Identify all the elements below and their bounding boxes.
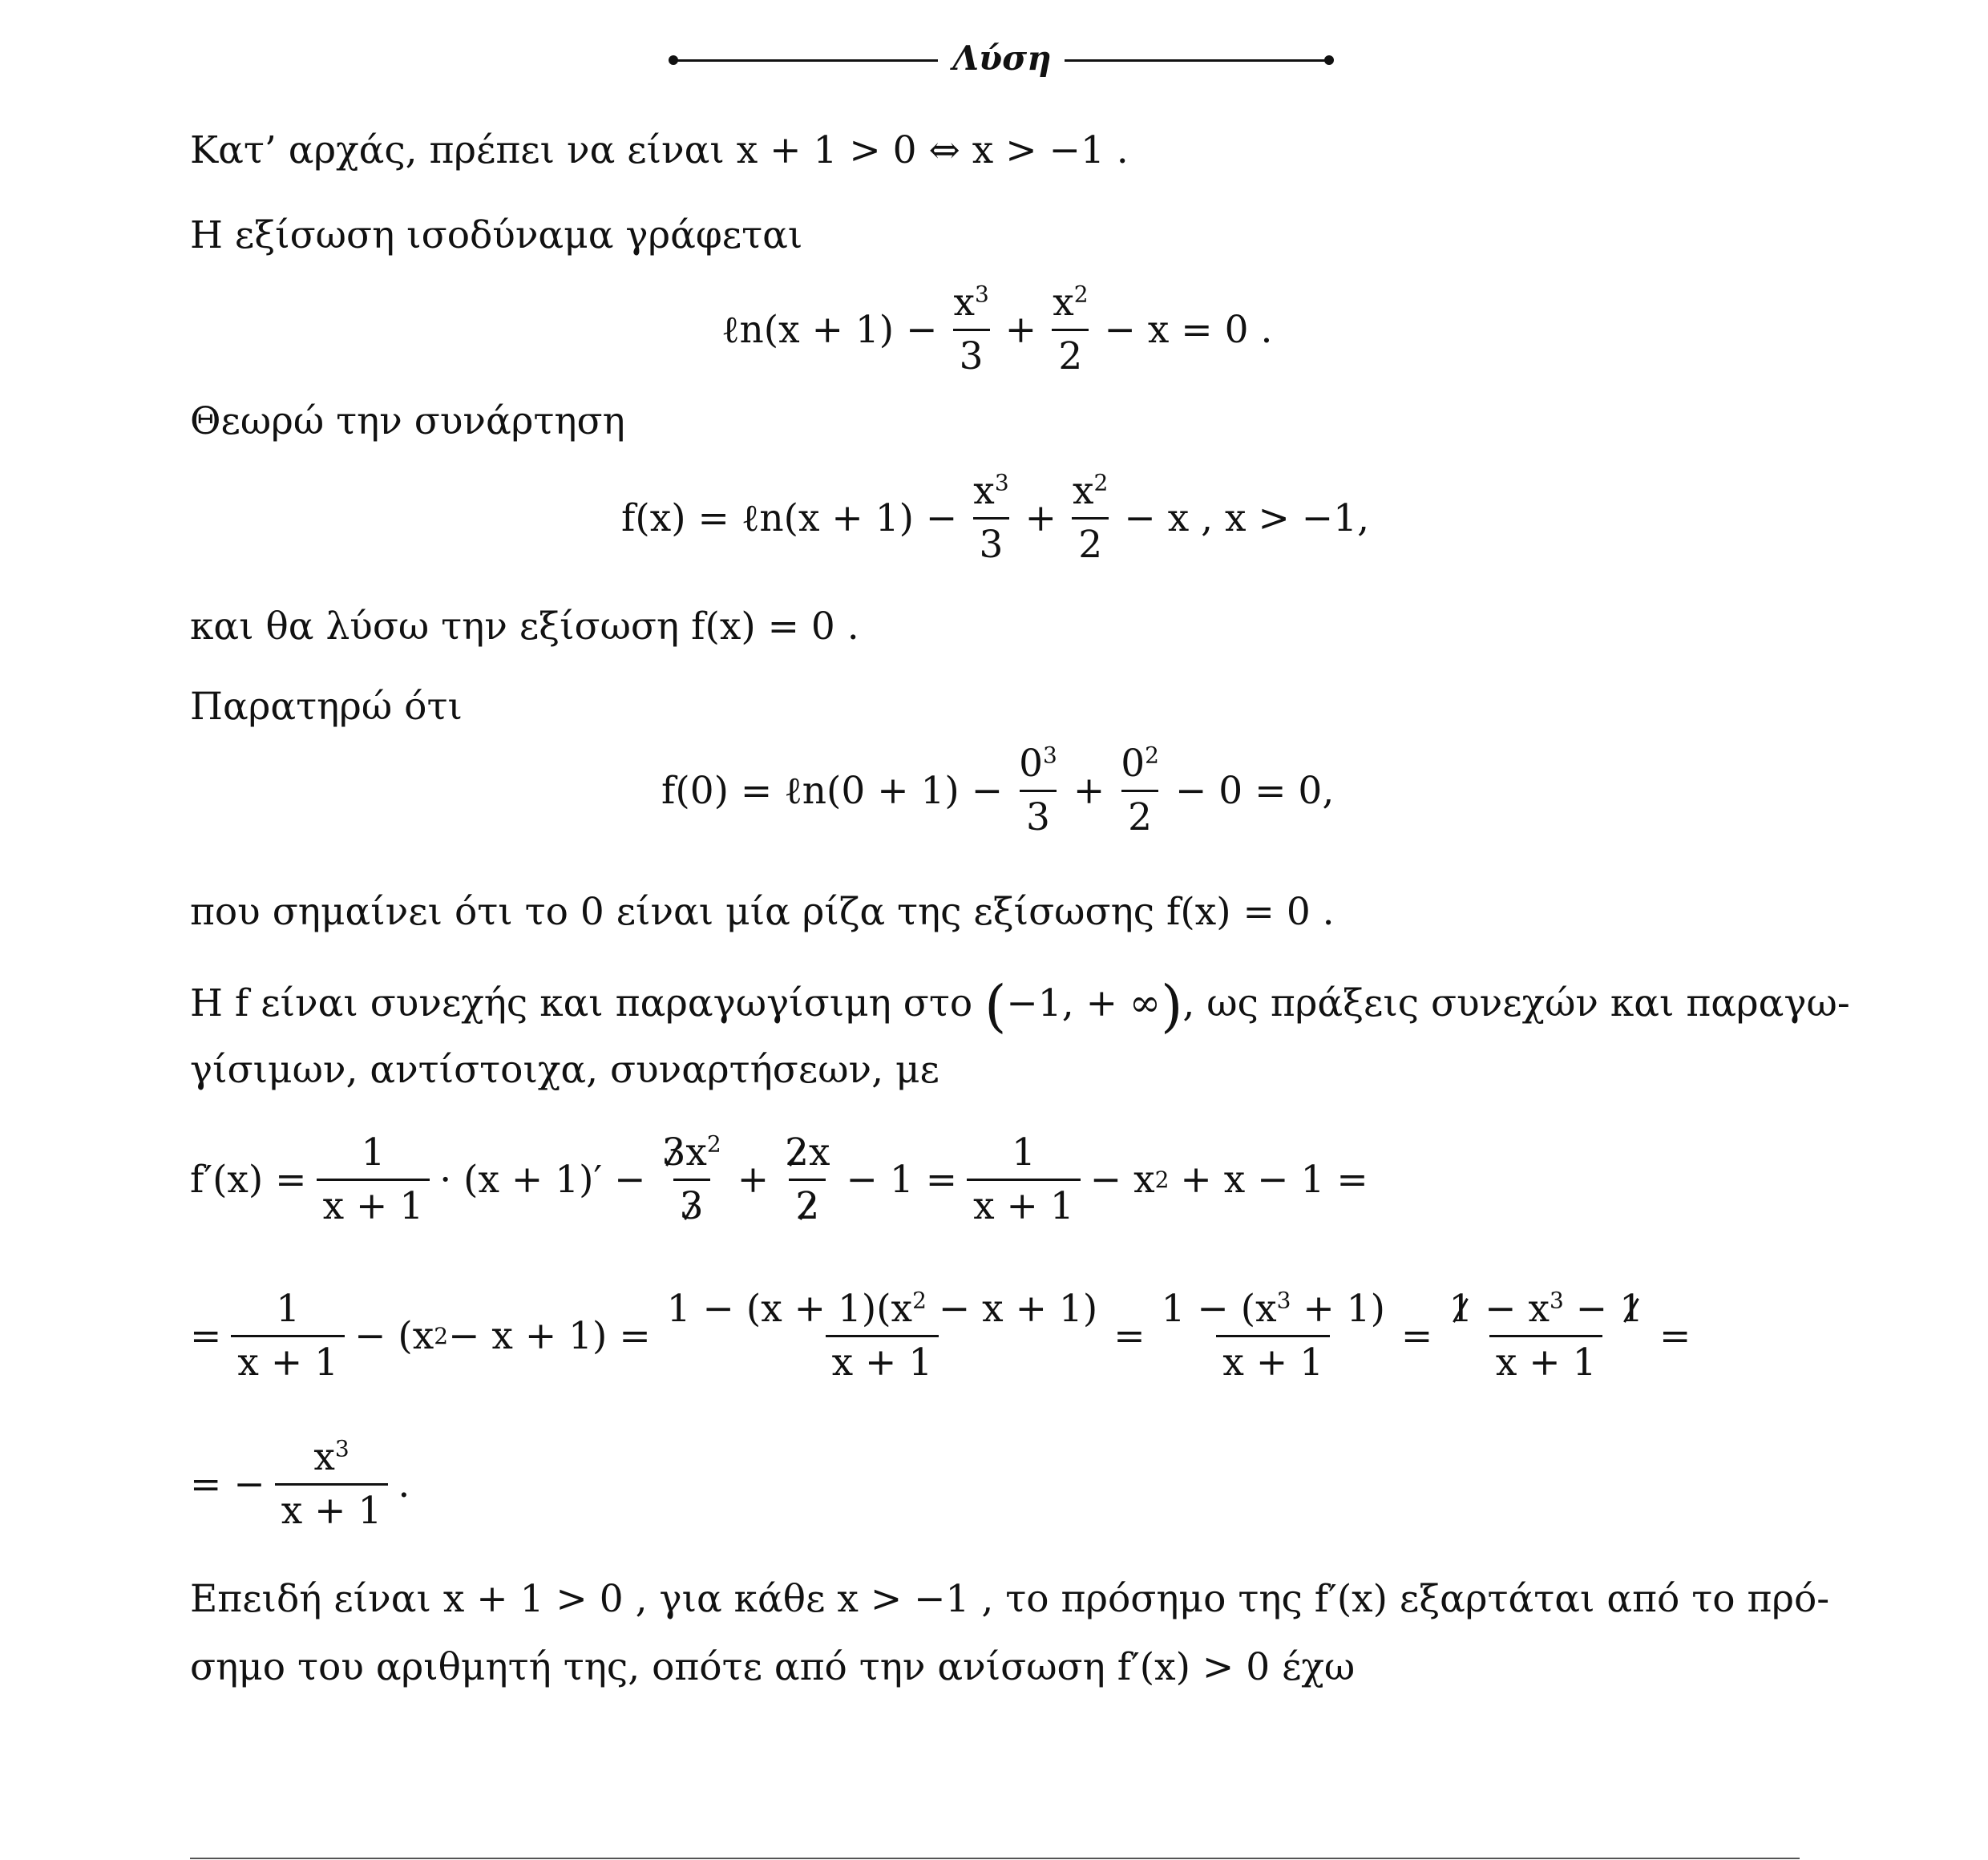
- deriv-frac-1b: $\frac{1}{x + 1}$: [967, 1130, 1081, 1229]
- paragraph-consider: Θεωρώ την συνάρτηση: [190, 399, 625, 443]
- eq1-lead: ℓn(x + 1) −: [721, 308, 938, 352]
- paragraph-root: που σημαίνει ότι το 0 είναι μία ρίζα της εξίσωσης f(x) = 0 .: [190, 890, 1335, 934]
- deriv-tail-3: + x − 1 =: [1180, 1158, 1368, 1202]
- line2-frac-expanded: $\frac{1 - (x + 1)(x^2 - x + 1)}{x + 1}$: [666, 1287, 1098, 1385]
- deriv-tail-2: − x: [1089, 1158, 1155, 1202]
- deriv-frac-2x: $\frac{2x}{2}$: [785, 1130, 830, 1228]
- equation-2: f(x) = ℓn(x + 1) − $\frac{x^3}{3}$ + $\frac{x^2}{2}$ − x , x > −1,: [621, 469, 1370, 567]
- eq3-tail: − 0 = 0,: [1174, 769, 1335, 813]
- paragraph-equivalent: Η εξίσωση ισοδύναμα γράφεται: [190, 213, 803, 257]
- line2-part-1: − (x: [354, 1314, 434, 1358]
- line2-part-2: − x + 1) =: [448, 1314, 651, 1358]
- eq2-tail: − x , x > −1,: [1124, 496, 1370, 540]
- paragraph-sign: Επειδή είναι x + 1 > 0 , για κάθε x > −1 , το πρόσημο της f′(x) εξαρτάται από το πρό-: [190, 1577, 1830, 1621]
- eq3-frac-03: $\frac{0^3}{3}$: [1019, 742, 1057, 839]
- header-rule-right: [1065, 59, 1329, 62]
- paragraph-observe: Παρατηρώ ότι: [190, 685, 463, 729]
- eq3-lead: f(0) = ℓn(0 + 1) −: [661, 769, 1004, 813]
- eq1-frac-x3: $\frac{x^3}{3}$: [953, 281, 989, 378]
- eq2-frac-x2: $\frac{x^2}{2}$: [1073, 469, 1109, 567]
- eq2-frac-x3: $\frac{x^3}{3}$: [973, 469, 1009, 567]
- line2-frac-x3: $\frac{1 - (x^3 + 1)}{x + 1}$: [1161, 1287, 1385, 1385]
- header-rule-left: [673, 59, 938, 62]
- derivative-line-3: = − $\frac{x^3}{x + 1}$ .: [190, 1435, 410, 1533]
- eq1-tail: − x = 0 .: [1104, 308, 1273, 352]
- paragraph-continuity: Η f είναι συνεχής και παραγωγίσιμη στο (−1, + ∞), ως πράξεις συνεχών και παραγω-: [190, 973, 1850, 1039]
- paragraph-domain: Κατ’ αρχάς, πρέπει να είναι x + 1 > 0 ⇔ x > −1 .: [190, 128, 1129, 172]
- derivative-line-1: f′(x) = $\frac{1}{x + 1}$ · (x + 1)′ − $\frac{3x^2}{3}$ + $\frac{2x}{2}$ − 1 = $\frac{1}{x + 1}$ − x 2 + x − 1 =: [190, 1130, 1368, 1228]
- solution-title: Λύση: [952, 38, 1052, 78]
- line3-frac: $\frac{x^3}{x + 1}$: [275, 1435, 389, 1534]
- eq1-frac-x2: $\frac{x^2}{2}$: [1053, 281, 1089, 378]
- deriv-frac-1: $\frac{1}{x + 1}$: [317, 1130, 430, 1229]
- paragraph-continuity-2: γίσιμων, αντίστοιχα, συναρτήσεων, με: [190, 1048, 939, 1092]
- eq2-lead: f(x) = ℓn(x + 1) −: [621, 496, 958, 540]
- footer-rule: [190, 1858, 1800, 1859]
- paragraph-sign-2: σημο του αριθμητή της, οπότε από την ανίσωση f′(x) > 0 έχω: [190, 1645, 1356, 1689]
- equation-1: ℓn(x + 1) − $\frac{x^3}{3}$ + $\frac{x^2}{2}$ − x = 0 .: [721, 281, 1273, 378]
- header-dot-right: [1324, 55, 1334, 65]
- paragraph-solve: και θα λύσω την εξίσωση f(x) = 0 .: [190, 604, 859, 649]
- deriv-tail-1: − 1 =: [846, 1158, 958, 1202]
- deriv-frac-3x2: $\frac{3x^2}{3}$: [661, 1130, 721, 1228]
- eq3-frac-02: $\frac{0^2}{2}$: [1121, 742, 1159, 839]
- interval: −1, + ∞: [1006, 981, 1162, 1025]
- deriv-mid: · (x + 1)′ −: [439, 1158, 646, 1202]
- line2-frac-1: $\frac{1}{x + 1}$: [231, 1287, 345, 1385]
- equation-3: f(0) = ℓn(0 + 1) − $\frac{0^3}{3}$ + $\frac{0^2}{2}$ − 0 = 0,: [661, 742, 1335, 839]
- line3-lead: = −: [190, 1462, 265, 1506]
- solution-header: [0, 38, 1988, 79]
- continuity-text-2: , ως πράξεις συνεχών και παραγω-: [1182, 981, 1850, 1025]
- line2-frac-cancel: $\frac{1 - x^3 - 1}{x + 1}$: [1449, 1287, 1643, 1385]
- derivative-line-2: = $\frac{1}{x + 1}$ − (x 2 − x + 1) = $\frac{1 - (x + 1)(x^2 - x + 1)}{x + 1}$ = $\frac{1 - (x^3 + 1)}{x + 1}$ = $\frac{1 - x^3 - 1}{x + 1}$ =: [190, 1287, 1691, 1385]
- deriv-lead: f′(x) =: [190, 1158, 307, 1202]
- continuity-text: Η f είναι συνεχής και παραγωγίσιμη στο: [190, 981, 973, 1025]
